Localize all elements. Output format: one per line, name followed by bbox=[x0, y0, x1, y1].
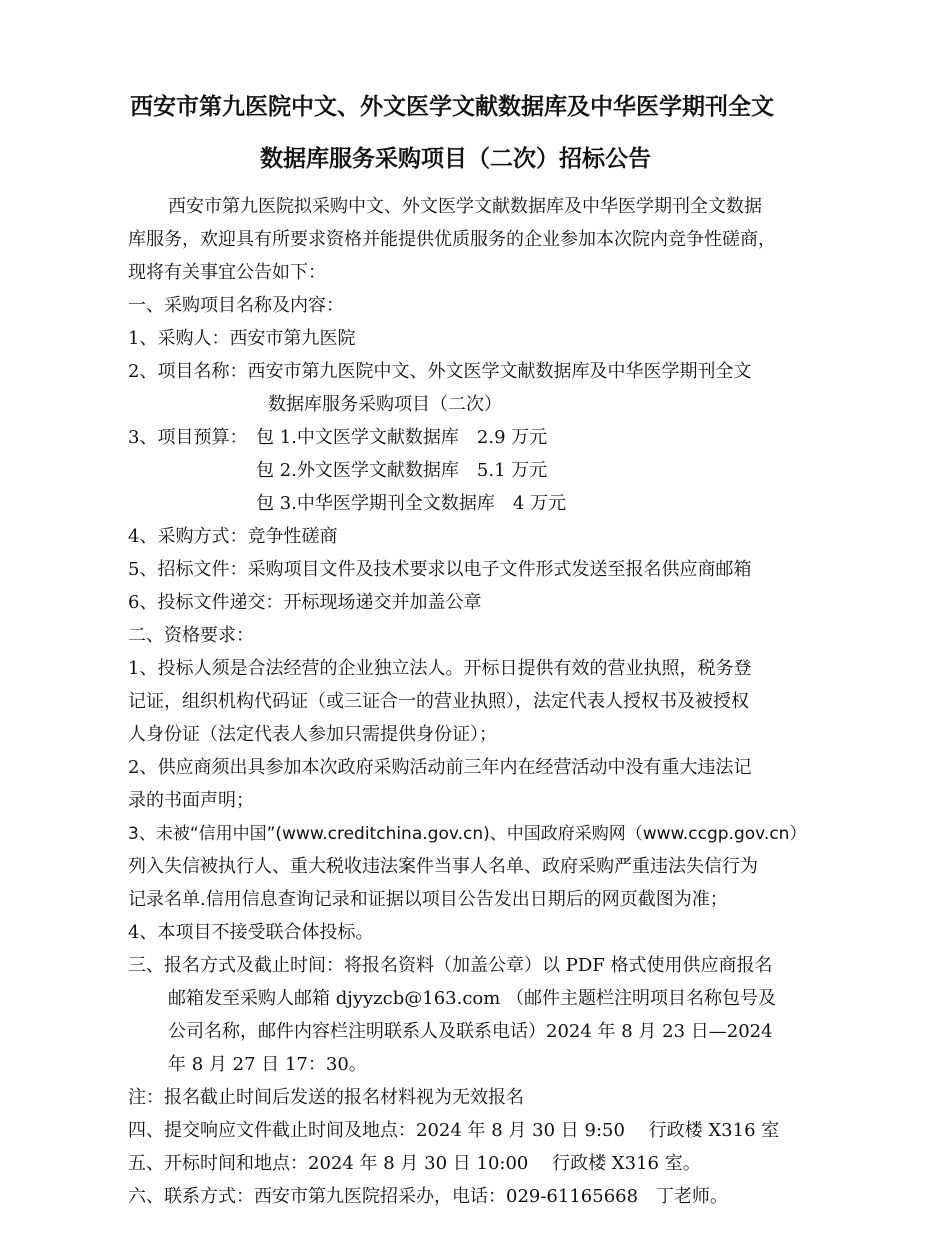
project-name-line-1: 2、项目名称：西安市第九医院中文、外文医学文献数据库及中华医学期刊全文 bbox=[128, 361, 752, 382]
bid-submission: 6、投标文件递交：开标现场递交并加盖公章 bbox=[128, 592, 482, 613]
requirement-1-line-3: 人身份证（法定代表人参加只需提供身份证）； bbox=[128, 724, 497, 745]
page-title-line-1: 西安市第九医院中文、外文医学文献数据库及中华医学期刊全文 bbox=[130, 94, 774, 120]
procurement-method: 4、采购方式：竞争性磋商 bbox=[128, 526, 338, 547]
registration-line-2: 邮箱发至采购人邮箱 djyyzcb@163.com （邮件主题栏注明项目名称包号及 bbox=[168, 988, 777, 1009]
budget-package-1 bbox=[256, 426, 547, 450]
requirement-2-line-1: 2、供应商须出具参加本次政府采购活动前三年内在经营活动中没有重大违法记 bbox=[128, 757, 752, 778]
requirement-3-line-1: 3、未被“信用中国”(www.creditchina.gov.cn)、中国政府采购网（www.ccgp.gov.cn） bbox=[128, 824, 807, 844]
requirement-4: 4、本项目不接受联合体投标。 bbox=[128, 922, 374, 943]
registration-line-4: 年 8 月 27 日 17：30。 bbox=[168, 1054, 367, 1075]
tender-documents: 5、招标文件：采购项目文件及技术要求以电子文件形式发送至报名供应商邮箱 bbox=[128, 559, 752, 580]
note: 注：报名截止时间后发送的报名材料视为无效报名 bbox=[128, 1087, 524, 1108]
package-amount: 2.9 万元 bbox=[476, 427, 548, 448]
budget-label: 3、项目预算： bbox=[128, 427, 248, 448]
package-name: 包 2.外文医学文献数据库 bbox=[256, 460, 459, 481]
registration-line-1: 三、报名方式及截止时间：将报名资料（加盖公章）以 PDF 格式使用供应商报名 bbox=[128, 955, 773, 976]
registration-line-3: 公司名称，邮件内容栏注明联系人及联系电话）2024 年 8 月 23 日—2024 bbox=[168, 1021, 773, 1042]
requirement-3-line-3: 记录名单.信用信息查询记录和证据以项目公告发出日期后的网页截图为准； bbox=[128, 889, 728, 910]
page-title-line-2: 数据库服务采购项目（二次）招标公告 bbox=[260, 146, 651, 172]
budget-package-2 bbox=[256, 459, 547, 483]
requirement-1-line-1: 1、投标人须是合法经营的企业独立法人。开标日提供有效的营业执照，税务登 bbox=[128, 658, 752, 679]
contact-info: 六、联系方式：西安市第九医院招采办，电话：029-61165668 丁老师。 bbox=[128, 1186, 729, 1207]
intro-line-3: 现将有关事宜公告如下： bbox=[128, 262, 326, 283]
requirement-3-line-2: 列入失信被执行人、重大税收违法案件当事人名单、政府采购严重违法失信行为 bbox=[128, 856, 758, 877]
budget-package-3 bbox=[256, 492, 566, 516]
project-name-line-2: 数据库服务采购项目（二次） bbox=[268, 394, 502, 415]
requirement-1-line-2: 记证，组织机构代码证（或三证合一的营业执照），法定代表人授权书及被授权 bbox=[128, 691, 749, 712]
submission-deadline: 四、提交响应文件截止时间及地点：2024 年 8 月 30 日 9:50 行政楼 X316 室 bbox=[128, 1120, 780, 1141]
section-2-heading: 二、资格要求： bbox=[128, 625, 254, 646]
section-1-heading: 一、采购项目名称及内容： bbox=[128, 295, 344, 316]
requirement-2-line-2: 录的书面声明； bbox=[128, 790, 254, 811]
package-amount: 5.1 万元 bbox=[476, 460, 548, 481]
purchaser: 1、采购人：西安市第九医院 bbox=[128, 328, 356, 349]
opening-time-location: 五、开标时间和地点：2024 年 8 月 30 日 10:00 行政楼 X316 室。 bbox=[128, 1153, 701, 1174]
intro-line-2: 库服务，欢迎具有所要求资格并能提供优质服务的企业参加本次院内竞争性磋商， bbox=[128, 229, 776, 250]
package-name: 包 3.中华医学期刊全文数据库 bbox=[256, 493, 495, 514]
package-amount: 4 万元 bbox=[512, 493, 567, 514]
intro-line-1: 西安市第九医院拟采购中文、外文医学文献数据库及中华医学期刊全文数据 bbox=[168, 196, 762, 217]
package-name: 包 1.中文医学文献数据库 bbox=[256, 427, 459, 448]
